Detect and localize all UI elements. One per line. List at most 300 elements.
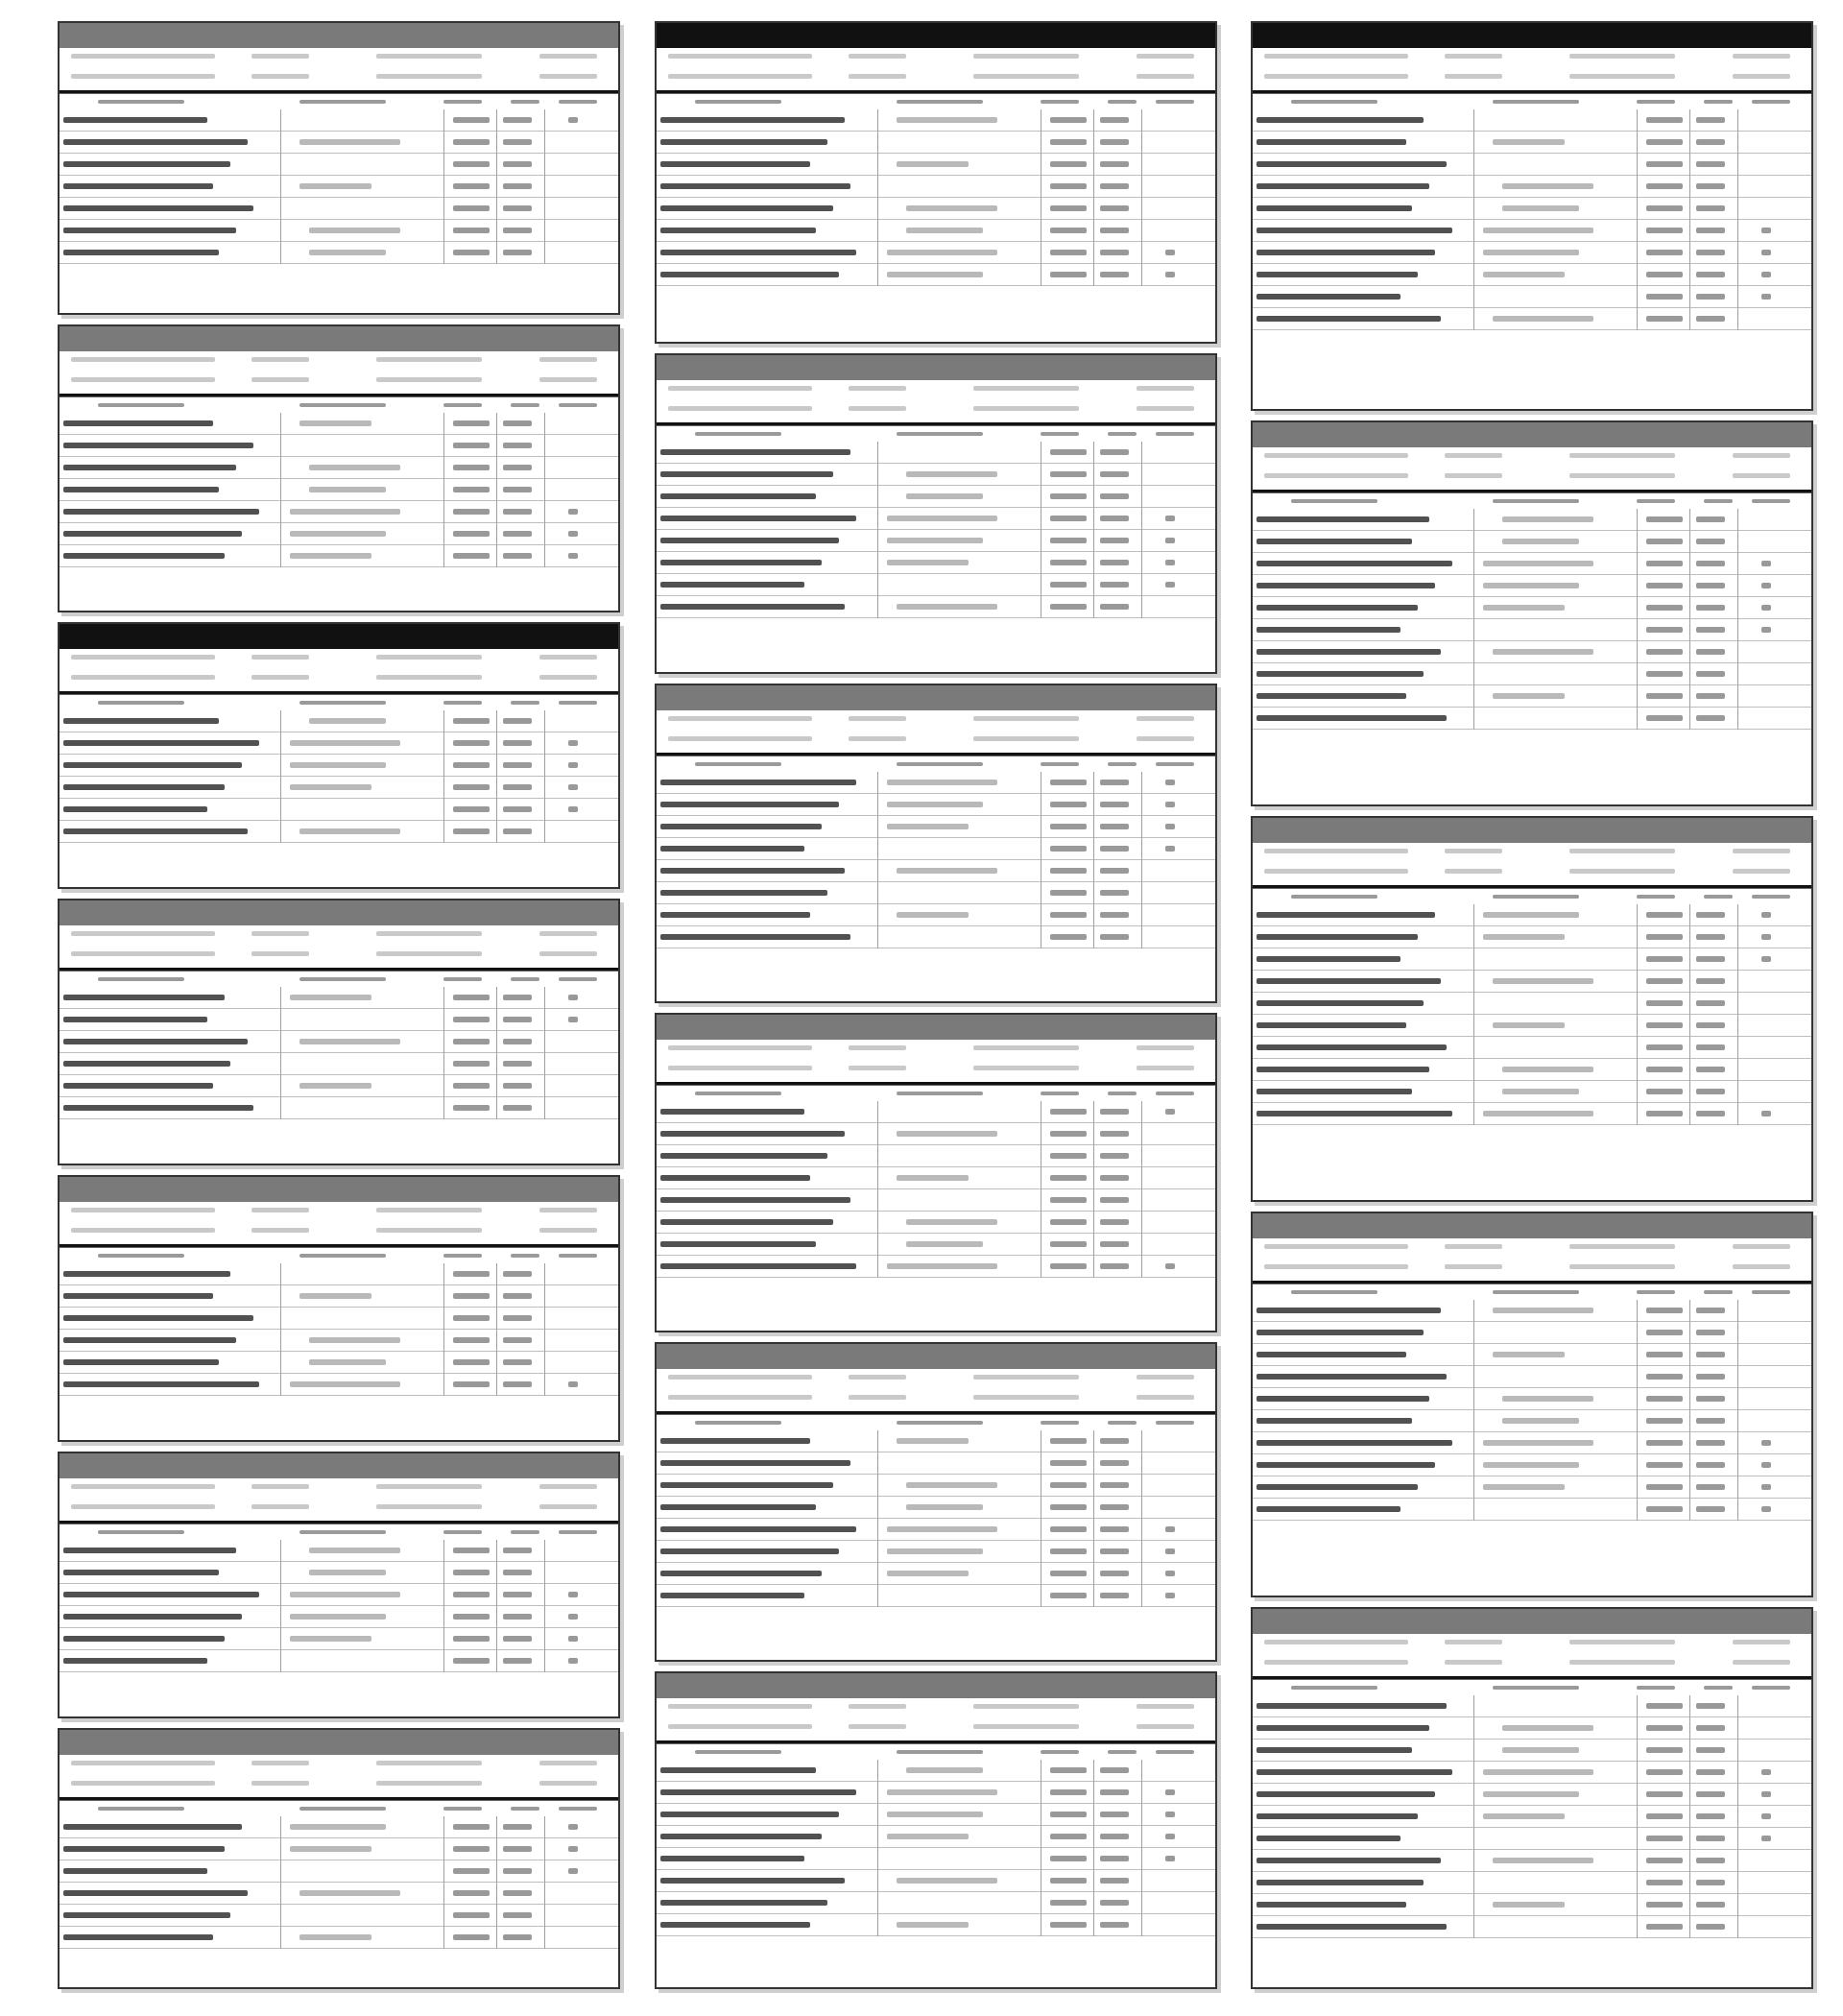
table-cell [1646,956,1683,962]
summary-text [973,716,1079,721]
table-cell [1646,161,1683,167]
column-divider [1689,109,1690,330]
column-divider [544,109,545,264]
table-cell [1761,1836,1771,1841]
table-cell [1483,912,1579,918]
table-cell [309,250,386,255]
summary-text [849,736,906,741]
column-divider [280,987,281,1119]
table-cell [660,1789,856,1795]
table-cell [897,1878,997,1884]
column-header-text [897,100,983,104]
column-1 [58,0,620,2016]
table-cell [290,553,371,559]
table-cell [1646,1484,1683,1490]
table-cell [453,531,490,537]
table-cell [1050,1175,1087,1181]
table-row [657,860,1215,882]
column-header-text [559,100,597,104]
table-cell [1502,1725,1593,1731]
summary-text [539,357,597,362]
table-cell [503,1824,532,1830]
summary-line [1253,843,1811,863]
table-row [657,220,1215,242]
table-cell [660,516,856,521]
table-row [60,1009,618,1031]
table-cell [1050,824,1087,829]
table-cell [1646,139,1683,145]
table-cell [453,1592,490,1597]
table-cell [290,531,386,537]
summary-line [60,1478,618,1499]
table-row [657,596,1215,618]
summary-text [1264,74,1408,79]
table-cell [1696,250,1725,255]
table-cell [660,538,839,543]
summary-text [849,1375,906,1380]
table-cell [1502,1747,1579,1753]
column-divider [1141,772,1142,948]
table-cell [1165,1593,1175,1598]
table-cell [1696,1924,1725,1930]
column-header-text [1108,762,1137,766]
table-cell [1257,1747,1412,1753]
summary-text [251,931,309,936]
table-cell [299,420,371,426]
table-cell [1257,1044,1447,1050]
table-cell [63,1824,242,1830]
table-cell [1050,934,1087,940]
table-cell [660,205,833,211]
table-cell [1100,471,1129,477]
summary-text [1445,473,1502,478]
summary-text [376,1228,482,1233]
table-cell [299,1083,371,1089]
table-row [1253,1059,1811,1081]
column-divider [1689,1695,1690,1938]
table-cell [1761,1484,1771,1490]
column-divider [1689,904,1690,1125]
table-cell [1761,1440,1771,1446]
table-cell [906,1767,983,1773]
summary-text [1445,1264,1502,1269]
table-cell [1493,316,1593,322]
table-cell [1696,1769,1725,1775]
column-header-text [443,100,482,104]
column-divider [877,772,878,948]
table-cell [63,1381,259,1387]
table-header [60,971,618,987]
table-cell [1100,560,1129,565]
column-header-text [1041,100,1079,104]
summary-line [1253,1634,1811,1654]
table-cell [1493,1308,1593,1313]
table-cell [1646,671,1683,677]
table-cell [660,846,804,852]
table-cell [1100,1175,1129,1181]
table-cell [453,443,490,448]
column-header-text [511,977,539,981]
summary-line [60,1775,618,1795]
column-header-text [559,977,597,981]
summary-text [1569,1640,1675,1644]
table-cell [1646,205,1683,211]
table-row [1253,1037,1811,1059]
column-header-text [1156,100,1194,104]
table-cell [660,868,845,874]
table-body [60,1263,618,1396]
table-cell [309,1570,386,1575]
summary-text [668,1724,812,1729]
table-cell [63,1614,242,1620]
panel-summary [1253,48,1811,93]
table-cell [1646,1111,1683,1116]
table-cell [1646,1813,1683,1819]
table-cell [1100,117,1129,123]
table-cell [568,531,578,537]
table-body [657,442,1215,618]
table-cell [1696,934,1725,940]
panel-summary [60,649,618,694]
column-divider [496,710,497,843]
table-cell [503,1359,532,1365]
summary-text [1264,869,1408,874]
table-row [657,1452,1215,1475]
summary-text [1733,74,1790,79]
table-cell [453,161,490,167]
table-row [60,987,618,1009]
summary-text [539,74,597,79]
table-cell [503,1271,532,1277]
table-cell [453,1570,490,1575]
column-header-text [443,403,482,407]
table-cell [1257,1791,1435,1797]
table-cell [1646,1022,1683,1028]
table-cell [568,740,578,746]
panel-title-bar [1253,23,1811,48]
table-row [60,435,618,457]
table-row [1253,132,1811,154]
table-body [657,1430,1215,1607]
summary-text [849,716,906,721]
table-cell [1165,1526,1175,1532]
column-divider [496,1263,497,1396]
summary-text [1733,54,1790,59]
column-divider [544,413,545,567]
table-cell [1050,272,1087,277]
table-cell [897,1131,997,1137]
panel-title-bar [657,685,1215,710]
column-header-text [1493,895,1579,899]
table-row [60,732,618,755]
table-cell [1646,1374,1683,1380]
table-cell [1100,1834,1129,1839]
table-cell [1050,1856,1087,1861]
table-cell [63,1548,236,1553]
panel-title-bar [60,1177,618,1202]
table-cell [1761,250,1771,255]
table-cell [1493,693,1565,699]
table-row [657,926,1215,948]
column-header-text [1704,100,1733,104]
table-cell [887,272,983,277]
summary-text [1137,1724,1194,1729]
table-cell [660,1438,810,1444]
table-cell [1050,912,1087,918]
table-cell [1100,1460,1129,1466]
summary-text [251,1228,309,1233]
table-cell [660,560,822,565]
column-divider [544,1816,545,1949]
panel-summary [657,380,1215,425]
table-cell [1165,560,1175,565]
table-cell [63,531,242,537]
summary-text [539,1504,597,1509]
table-row [60,132,618,154]
summary-text [539,931,597,936]
table-row [60,545,618,567]
table-row [657,1256,1215,1278]
table-cell [1483,250,1579,255]
stat-panel [655,1342,1217,1662]
table-cell [887,1789,997,1795]
table-cell [1100,1263,1129,1269]
table-row [657,1189,1215,1212]
summary-text [668,1704,812,1709]
table-cell [1050,1460,1087,1466]
table-cell [1696,1858,1725,1863]
table-cell [63,1083,213,1089]
table-row [1253,1695,1811,1717]
table-row [60,1628,618,1650]
table-cell [1100,890,1129,896]
table-row [1253,1015,1811,1037]
summary-text [71,655,215,660]
table-cell [453,1636,490,1642]
table-cell [299,1934,371,1940]
column-divider [443,109,444,264]
table-cell [1696,1484,1725,1490]
column-header-text [299,977,386,981]
summary-text [376,74,482,79]
table-cell [1696,294,1725,300]
summary-text [849,406,906,411]
table-cell [1050,493,1087,499]
summary-text [973,1375,1079,1380]
table-cell [1050,1219,1087,1225]
table-cell [63,1846,225,1852]
table-cell [1483,1769,1593,1775]
stat-panel [58,622,620,889]
summary-text [1569,1660,1675,1665]
table-cell [1696,605,1725,611]
table-cell [503,1614,532,1620]
summary-text [668,1375,812,1380]
table-cell [63,1636,225,1642]
table-row [60,176,618,198]
table-cell [1493,649,1593,655]
table-cell [660,1241,816,1247]
column-divider [1473,109,1474,330]
table-body [1253,1300,1811,1521]
table-row [657,1585,1215,1607]
table-cell [1257,1352,1406,1357]
column-header-text [98,977,184,981]
table-cell [1646,1506,1683,1512]
table-cell [1696,316,1725,322]
table-cell [309,465,400,470]
summary-text [1569,849,1675,853]
table-cell [660,1460,850,1466]
table-cell [1646,1352,1683,1357]
table-row [1253,553,1811,575]
table-cell [1483,1462,1579,1468]
table-cell [660,183,850,189]
table-cell [1050,1767,1087,1773]
table-cell [63,1271,230,1277]
stat-panel [1251,420,1813,806]
table-cell [1100,1900,1129,1906]
column-header-text [1752,1290,1790,1294]
column-header-text [1041,1750,1079,1754]
table-cell [453,228,490,233]
summary-line [1253,1654,1811,1674]
table-cell [1257,1813,1418,1819]
stat-panel [655,1013,1217,1332]
table-row [60,755,618,777]
table-cell [1100,780,1129,785]
summary-text [973,1045,1079,1050]
summary-text [539,1761,597,1765]
summary-text [1137,1395,1194,1400]
column-header-text [695,100,781,104]
table-cell [453,1381,490,1387]
summary-text [376,1208,482,1212]
table-row [60,1053,618,1075]
table-cell [1050,161,1087,167]
column-header-text [1156,1750,1194,1754]
table-cell [1646,250,1683,255]
table-cell [1646,1044,1683,1050]
table-cell [906,228,983,233]
table-cell [63,784,225,790]
column-header-text [559,1254,597,1258]
table-cell [1696,978,1725,984]
table-cell [1646,1418,1683,1424]
column-divider [1737,1300,1738,1521]
table-cell [660,1900,827,1906]
summary-text [1445,869,1502,874]
table-row [657,1848,1215,1870]
table-row [1253,1784,1811,1806]
table-cell [897,912,969,918]
column-header-text [1704,1686,1733,1690]
table-cell [1257,1089,1412,1094]
panel-summary [60,351,618,396]
table-cell [1100,493,1129,499]
summary-line [657,48,1215,68]
table-cell [1761,294,1771,300]
table-cell [1257,1506,1400,1512]
panel-title-bar [1253,1609,1811,1634]
column-header-text [299,1807,386,1811]
summary-text [376,357,482,362]
panel-title-bar [657,23,1215,48]
table-cell [63,250,219,255]
summary-text [71,1228,215,1233]
column-header-text [98,100,184,104]
table-cell [1050,890,1087,896]
table-cell [1257,715,1447,721]
summary-text [251,675,309,680]
column-header-text [98,701,184,705]
column-divider [1637,1300,1638,1521]
table-cell [660,934,850,940]
summary-text [71,1208,215,1212]
summary-text [849,1395,906,1400]
table-cell [1100,1131,1129,1137]
table-cell [1050,1878,1087,1884]
summary-text [973,1066,1079,1070]
table-row [60,1374,618,1396]
table-cell [1483,561,1593,566]
table-cell [1696,1813,1725,1819]
table-cell [1050,250,1087,255]
summary-line [657,710,1215,731]
table-cell [453,183,490,189]
table-cell [1646,183,1683,189]
panel-title-bar [657,1673,1215,1698]
table-cell [568,995,578,1000]
table-cell [503,718,532,724]
table-cell [1100,1504,1129,1510]
column-divider [280,1540,281,1672]
table-row [657,1212,1215,1234]
table-cell [1257,1725,1429,1731]
summary-text [668,74,812,79]
table-cell [503,183,532,189]
column-divider [1093,772,1094,948]
table-cell [503,1868,532,1874]
column-divider [280,1816,281,1949]
column-header-text [443,977,482,981]
table-cell [1696,272,1725,277]
panel-summary [657,1040,1215,1085]
table-cell [1050,1131,1087,1137]
table-cell [1696,1000,1725,1006]
panel-title-bar [60,23,618,48]
table-row [657,176,1215,198]
table-cell [453,1824,490,1830]
column-header-text [1108,1750,1137,1754]
table-header [1253,492,1811,509]
table-cell [1100,1571,1129,1576]
table-cell [660,1197,850,1203]
summary-text [849,54,906,59]
panel-summary [60,48,618,93]
table-cell [1696,1462,1725,1468]
table-cell [660,1878,845,1884]
summary-text [539,1228,597,1233]
table-cell [1257,205,1412,211]
table-row [1253,685,1811,708]
table-cell [309,228,400,233]
table-cell [1100,846,1129,852]
column-divider [1093,109,1094,286]
column-header-text [443,1807,482,1811]
table-cell [887,538,983,543]
table-cell [1493,978,1593,984]
